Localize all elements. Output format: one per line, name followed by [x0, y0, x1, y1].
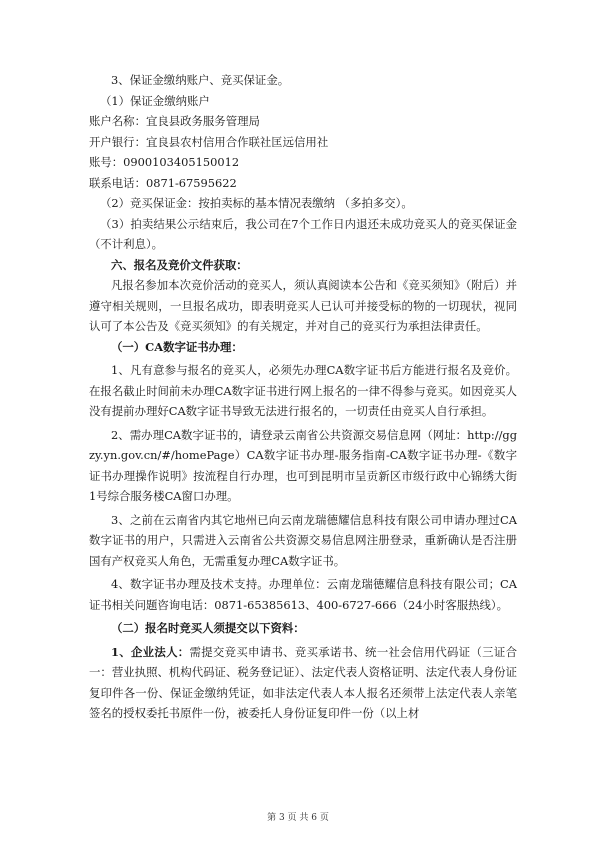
paragraph: 2、需办理CA数字证书的，请登录云南省公共资源交易信息网（网址：http://ggzy.yn.gov.cn/#/homePage）CA数字证书办理-服务指南-CA数字证书办理-《数字证书办理操作说明》按流程自行办理，也可到昆明市呈贡新区市级行政中心锦绣大街1号综合服务楼CA窗口办理。 — [89, 427, 517, 503]
document-body — [89, 70, 517, 724]
paragraph: （3）拍卖结果公示结束后，我公司在7个工作日内退还未成功竞买人的竞买保证金（不计利息）。 — [89, 216, 517, 251]
paragraph: （1）保证金缴纳账户 — [100, 93, 210, 108]
paragraph: 3、保证金缴纳账户、竞买保证金。 — [111, 73, 290, 87]
paragraph: 开户银行：宜良县农村信用合作联社匡远信用社 — [89, 134, 329, 149]
paragraph: 联系电话：0871-67595622 — [89, 175, 237, 190]
paragraph — [89, 642, 517, 724]
paragraph: （2）竞买保证金：按拍卖标的基本情况表缴纳 （多拍多交）。 — [100, 196, 413, 210]
section-heading: 六、报名及竞价文件获取： — [111, 257, 248, 272]
paragraph-rest: 需提交竞买申请书、竞买承诺书、统一社会信用代码证（三证合一：营业执照、机构代码证、税务登记证）、法定代表人资格证明、法定代表人身份证复印件各一份、保证金缴纳凭证，如非法定代表人本人报名还须带上法定代表人亲笔签名的授权委托书原件一份，被委托人身份证复印件一份（以上材 — [89, 644, 517, 720]
paragraph: 账户名称：宜良县政务服务管理局 — [89, 114, 260, 128]
section-heading: （一）CA数字证书办理： — [111, 339, 243, 354]
paragraph: 1、凡有意参与报名的竞买人，必须先办理CA数字证书后方能进行报名及竞价。在报名截止时间前未办理CA数字证书进行网上报名的一律不得参与竞买。如因竞买人没有提前办理好CA数字证书导致无法进行报名的，一切责任由竞买人自行承担。 — [89, 363, 517, 418]
paragraph: 3、之前在云南省内其它地州已向云南龙瑞德耀信息科技有限公司申请办理过CA数字证书的用户，只需进入云南省公共资源交易信息网注册登录，重新确认是否注册国有产权竞买人角色，无需重复办理CA数字证书。 — [89, 512, 517, 568]
page-footer: 第 3 页 共 6 页 — [267, 813, 329, 823]
section-heading: （二）报名时竞买人须提交以下资料： — [111, 621, 305, 635]
paragraph: 凡报名参加本次竞价活动的竞买人，须认真阅读本公告和《竞买须知》（附后）并遵守相关规则，一旦报名成功，即表明竞买人已认可并接受标的物的一切现状，视同认可了本公告及《竞买须知》的有关规定，并对自己的竞买行为承担法律责任。 — [89, 278, 517, 333]
paragraph: 账号：0900103405150012 — [89, 155, 240, 169]
paragraph: 4、数字证书办理及技术支持。办理单位：云南龙瑞德耀信息科技有限公司；CA证书相关问题咨询电话：0871-65385613、400-6727-666（24小时客服热线）。 — [89, 577, 517, 612]
paragraph-lead: 1、企业法人： — [111, 644, 190, 659]
